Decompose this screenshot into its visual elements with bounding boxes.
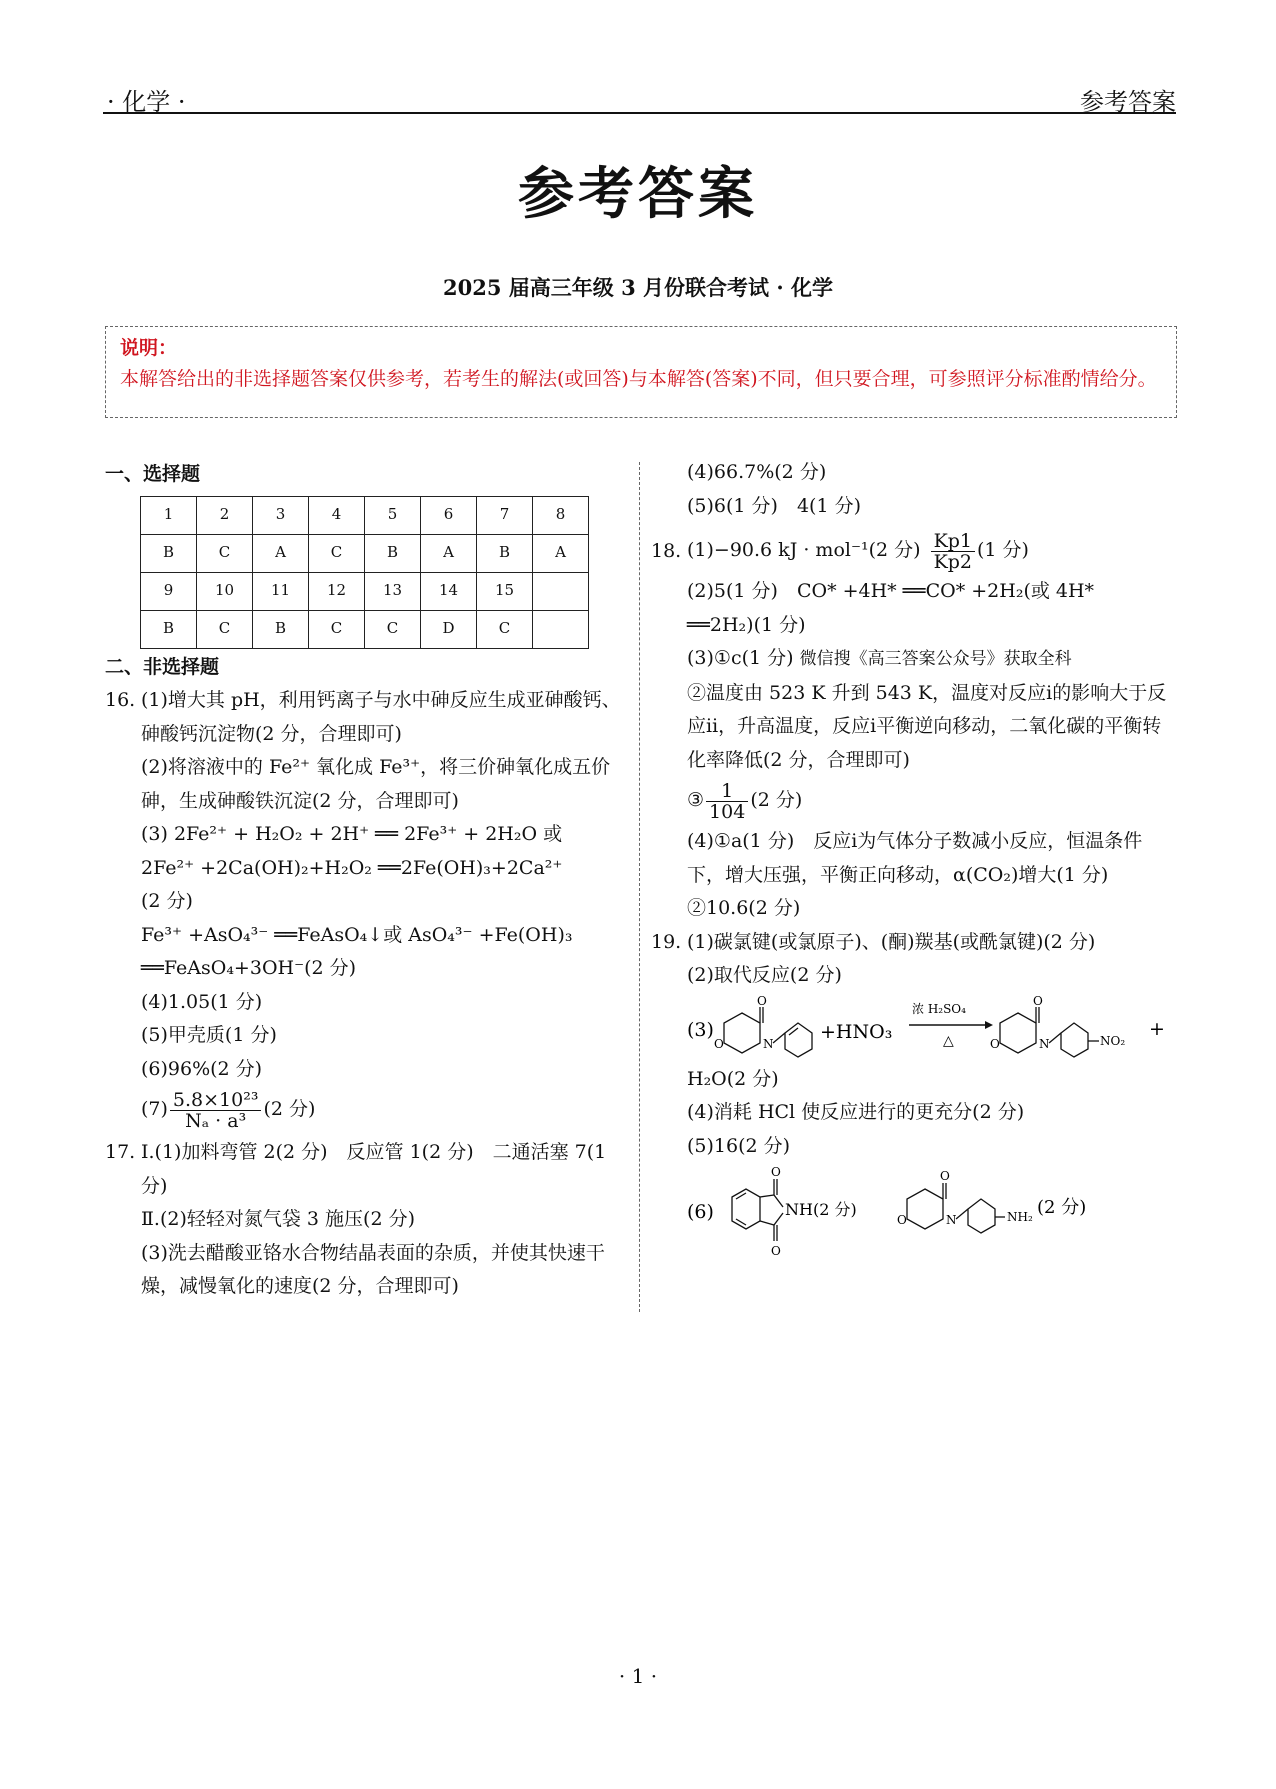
question-number: 19. [651,930,682,953]
table-cell: 7 [477,496,533,534]
benzene-ring [773,1023,812,1057]
table-cell: 4 [309,496,365,534]
nitro-product-structure [1000,1007,1099,1057]
q18-part2a: (2)5(1 分) CO* +4H* ══CO* +2H₂(或 4H* [687,580,1095,602]
table-row-question-numbers [141,572,589,610]
q19-part1: (1)碳氯键(或氯原子)、(酮)羰基(或酰氯键)(2 分) [687,930,1096,953]
atom-o-label: O [897,1213,907,1227]
q18-part2b: ══2H₂)(1 分) [687,613,806,636]
q19-part4: (4)消耗 HCl 使反应进行的更充分(2 分) [687,1101,1025,1123]
table-cell: A [253,534,309,572]
left-column [105,458,633,1304]
table-cell: 13 [365,572,421,610]
q18-part3b: ②温度由 523 K 升到 543 K，温度对反应ⅰ的影响大于反应ⅱ，升高温度，反应ⅰ平衡逆向移动，二氧化碳的平衡转化率降低(2 分，合理即可) [687,681,1167,771]
atom-n-label: N [1039,1036,1050,1051]
note-title: 说明： [120,337,178,359]
atom-o-label: O [940,1169,950,1183]
q16-part4: (4)1.05(1 分) [141,990,263,1013]
table-row-question-numbers [141,496,589,534]
table-cell [533,572,589,610]
watermark-text: 微信搜《高三答案公众号》获取全科 [799,649,1072,669]
q17-part2: Ⅱ.(2)轻轻对氮气袋 3 施压(2 分) [141,1208,415,1230]
q17-part5: (5)6(1 分) 4(1 分) [687,494,861,517]
q18-part3c [687,777,1179,825]
table-cell: C [365,610,421,648]
atom-o-label: O [771,1165,781,1179]
q16-part3c: (2 分) [141,890,193,912]
note-text: 本解答给出的非选择题答案仅供参考，若考生的解法(或回答)与本解答(答案)不同，但只要合理，可参照评分标准酌情给分。 [120,368,1157,390]
q17-part4: (4)66.7%(2 分) [687,461,827,483]
table-cell: C [309,534,365,572]
exam-subtitle: 2025 届高三年级 3 月份联合考试 · 化学 [443,275,833,300]
q17-part1: Ⅰ.(1)加料弯管 2(2 分) 反应管 1(2 分) 二通活塞 7(1 分) [141,1141,607,1197]
question-number: 17. [105,1141,136,1163]
q19-part6-label: (6) [687,1201,714,1223]
table-cell: C [197,610,253,648]
q18-part1-score: (1 分) [977,539,1029,562]
nh-answer-label: NH(2 分) [785,1200,857,1219]
q18-part1-text: (1)−90.6 kJ · mol⁻¹(2 分) [687,539,921,562]
q16-part7-label: (7) [141,1098,168,1121]
fraction-denominator: Kp2 [933,550,973,573]
q19-part2: (2)取代反应(2 分) [687,964,842,986]
reaction-scheme-svg [687,993,1179,1063]
table-cell: 3 [253,496,309,534]
fraction-numerator: Kp1 [931,531,975,552]
q16-part3a: (3) 2Fe²⁺ + H₂O₂ + 2H⁺ ══ 2Fe³⁺ + 2H₂O 或 [141,823,563,845]
page-title: 参考答案 [518,162,758,227]
nitro-group-label: NO₂ [1100,1033,1126,1048]
table-cell: B [141,610,197,648]
question-18 [651,527,1179,926]
table-cell: C [477,610,533,648]
q16-part5: (5)甲壳质(1 分) [141,1024,277,1046]
q16-fraction [170,1090,262,1131]
plus-sign: + [1149,1017,1165,1040]
note-box [105,326,1177,418]
amino-group-label: NH₂ [1007,1210,1033,1224]
table-cell: 14 [421,572,477,610]
q19-part6-score: (2 分) [1037,1197,1087,1218]
fraction-numerator: 1 [706,781,748,802]
atom-o-label: O [771,1244,781,1258]
table-row-answers [141,534,589,572]
table-cell: 12 [309,572,365,610]
reagent-hno3: +HNO₃ [820,1020,893,1043]
reaction-condition-bottom: △ [943,1032,954,1049]
table-cell: B [365,534,421,572]
q18-part3c-score: (2 分) [750,789,803,812]
q16-part1: (1)增大其 pH，利用钙离子与水中砷反应生成亚砷酸钙、砷酸钙沉淀物(2 分，合理即可) [141,689,621,745]
atom-n-label: N [763,1036,774,1051]
q17-part3: (3)洗去醋酸亚铬水合物结晶表面的杂质，并使其快速干燥，减慢氧化的速度(2 分，合理即可) [141,1241,605,1297]
morpholinone-structure [724,1007,763,1053]
table-cell: B [477,534,533,572]
table-cell: 11 [253,572,309,610]
atom-o-label: O [757,993,767,1008]
q18-part3c-label: ③ [687,789,705,812]
atom-n-label: N [946,1213,957,1227]
q16-part2: (2)将溶液中的 Fe²⁺ 氧化成 Fe³⁺，将三价砷氧化成五价砷，生成砷酸铁沉淀(2 分，合理即可) [141,756,611,812]
table-row-answers [141,610,589,648]
answer-structures-svg [687,1163,1179,1263]
column-divider [639,462,640,1312]
question-number: 18. [651,540,682,562]
q19-part5: (5)16(2 分) [687,1134,791,1157]
section-choice-heading: 一、选择题 [105,463,201,485]
q19-part3-tail: H₂O(2 分) [687,1067,779,1090]
table-cell: 6 [421,496,477,534]
q19-part6-structures [651,1163,1179,1263]
table-cell: B [253,610,309,648]
table-cell: C [309,610,365,648]
table-cell: 9 [141,572,197,610]
q19-part3-label: (3) [687,1018,714,1041]
question-16 [105,684,633,1134]
q18-part3a-text: (3)①c(1 分) [687,647,794,669]
page-number: · 1 · [618,1664,658,1688]
header-subject: · 化学 · [107,88,186,116]
arrow-head-icon [985,1021,993,1029]
q18-fraction [706,781,748,822]
q18-part1 [687,527,1179,575]
reaction-condition-top: 浓 H₂SO₄ [912,1001,966,1016]
choice-answer-table [140,496,589,649]
header-answer-label: 参考答案 [1080,88,1176,116]
table-cell: B [141,534,197,572]
q18-part3a [687,642,1179,677]
table-cell: 1 [141,496,197,534]
q16-part3d: Fe³⁺ +AsO₄³⁻ ══FeAsO₄↓或 AsO₄³⁻ +Fe(OH)₃ [141,923,573,946]
question-17 [105,1136,633,1304]
fraction-numerator: 5.8×10²³ [170,1090,262,1111]
table-cell: 5 [365,496,421,534]
q16-part6: (6)96%(2 分) [141,1057,263,1080]
table-cell: A [421,534,477,572]
q16-part7 [141,1086,633,1134]
fraction-denominator: Nₐ · a³ [185,1109,247,1132]
q16-part3b: 2Fe²⁺ +2Ca(OH)₂+H₂O₂ ══2Fe(OH)₃+2Ca²⁺ [141,856,563,879]
atom-o-label: O [1033,993,1043,1008]
fraction-denominator: 104 [709,800,746,823]
right-column [651,456,1179,1263]
table-cell [533,610,589,648]
table-cell: C [197,534,253,572]
question-19 [651,926,1179,993]
atom-o-label: O [990,1036,1000,1051]
table-cell: 8 [533,496,589,534]
section-nonchoice-heading: 二、非选择题 [105,655,220,678]
table-cell: 15 [477,572,533,610]
table-cell: 2 [197,496,253,534]
q16-part7-score: (2 分) [263,1098,316,1121]
q19-part3-reaction [651,993,1179,1063]
q18-part4b: ②10.6(2 分) [687,897,801,919]
q18-kp-fraction [931,531,975,572]
header-rule [103,112,1176,114]
q18-part4a: (4)①a(1 分) 反应ⅰ为气体分子数减小反应，恒温条件下，增大压强，平衡正向移动，α(CO₂)增大(1 分) [687,830,1143,886]
table-cell: A [533,534,589,572]
phthalimide-structure [732,1179,783,1241]
question-number: 16. [105,689,136,711]
q16-part3e: ══FeAsO₄+3OH⁻(2 分) [141,957,357,979]
table-cell: 10 [197,572,253,610]
atom-o-label: O [714,1036,724,1051]
table-cell: D [421,610,477,648]
